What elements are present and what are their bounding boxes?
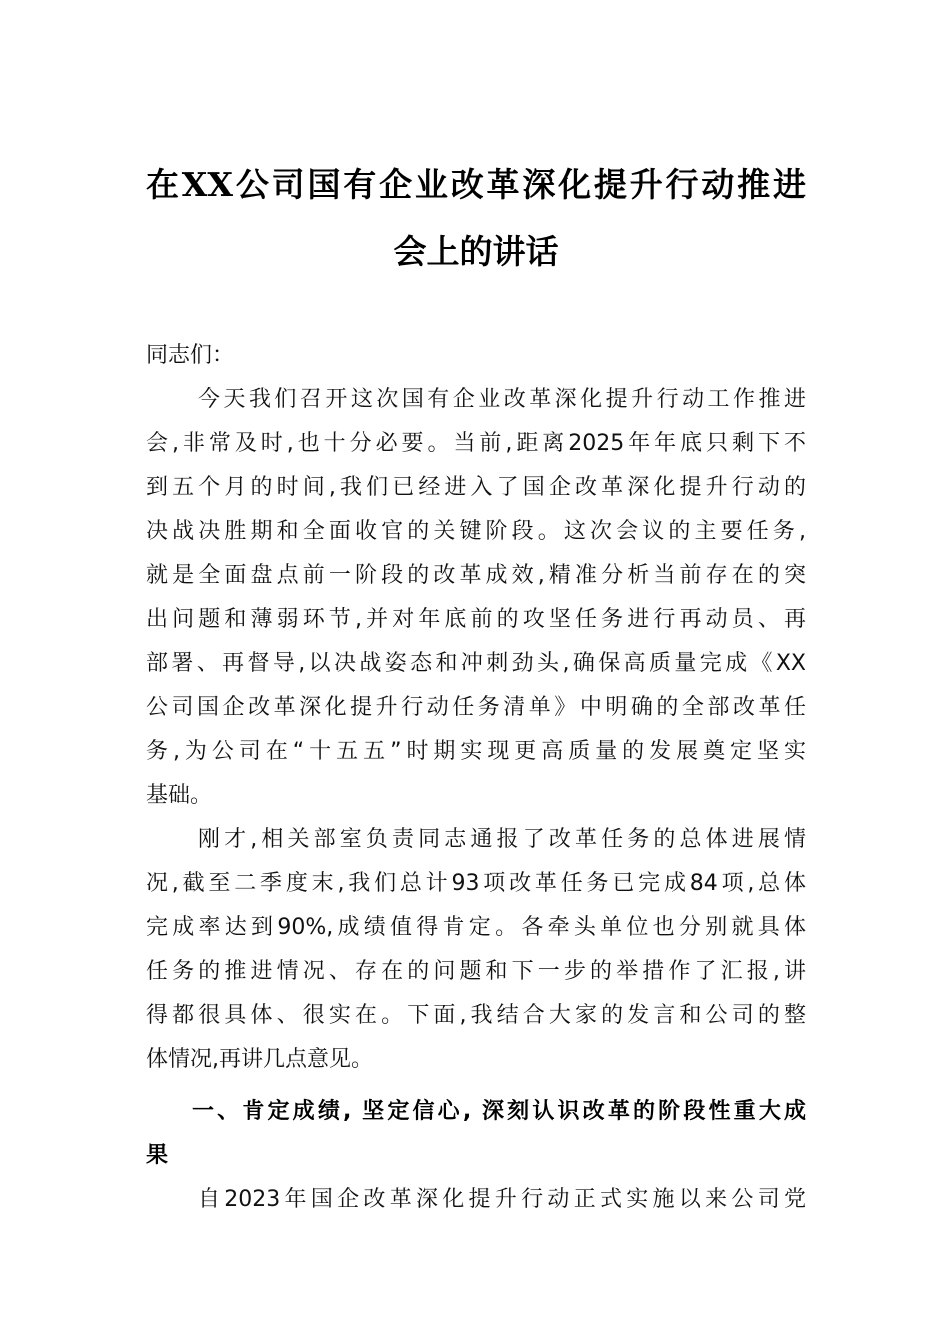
paragraph-3: [146, 1178, 806, 1222]
paragraph-line: 体情况,再讲几点意见。: [146, 1047, 373, 1072]
section-heading-1: [146, 1090, 806, 1178]
paragraph-line: 公司国企改革深化提升行动任务清单》中明确的全部改革任: [146, 695, 806, 720]
paragraph-line: 今天我们召开这次国有企业改革深化提升行动工作推进: [198, 387, 806, 412]
paragraph-line: 到五个月的时间,我们已经进入了国企改革深化提升行动的: [146, 475, 806, 500]
paragraph-line: 得都很具体、很实在。下面,我结合大家的发言和公司的整: [146, 1003, 806, 1028]
paragraph-line: 决战决胜期和全面收官的关键阶段。这次会议的主要任务,: [146, 519, 806, 544]
paragraph-line: 况,截至二季度末,我们总计93项改革任务已完成84项,总体: [146, 871, 806, 896]
paragraph-line: 就是全面盘点前一阶段的改革成效,精准分析当前存在的突: [146, 563, 806, 588]
heading-line: 一、肯定成绩, 坚定信心, 深刻认识改革的阶段性重大成: [192, 1099, 806, 1124]
paragraph-line: 出问题和薄弱环节,并对年底前的攻坚任务进行再动员、再: [146, 607, 806, 632]
document-title-line-1: 在XX公司国有企业改革深化提升行动推进: [146, 165, 806, 204]
paragraph-line: 完成率达到90%,成绩值得肯定。各牵头单位也分别就具体: [146, 915, 806, 940]
paragraph-line: 基础。: [146, 783, 213, 808]
paragraph-line: 刚才,相关部室负责同志通报了改革任务的总体进展情: [198, 827, 806, 852]
paragraph-line: 部署、再督导,以决战姿态和冲刺劲头,确保高质量完成《XX: [146, 651, 806, 676]
paragraph-line: 自2023年国企改革深化提升行动正式实施以来公司党: [198, 1187, 806, 1212]
paragraph-1: [146, 378, 806, 818]
heading-line: 果: [146, 1143, 169, 1168]
paragraph-line: 务,为公司在“十五五”时期实现更高质量的发展奠定坚实: [146, 739, 806, 764]
paragraph-2: [146, 818, 806, 1082]
paragraph-line: 任务的推进情况、存在的问题和下一步的举措作了汇报,讲: [146, 959, 806, 984]
paragraph-line: 会,非常及时,也十分必要。当前,距离2025年年底只剩下不: [146, 431, 806, 456]
document-title-line-2: 会上的讲话: [393, 232, 559, 271]
salutation: 同志们：: [146, 343, 235, 368]
